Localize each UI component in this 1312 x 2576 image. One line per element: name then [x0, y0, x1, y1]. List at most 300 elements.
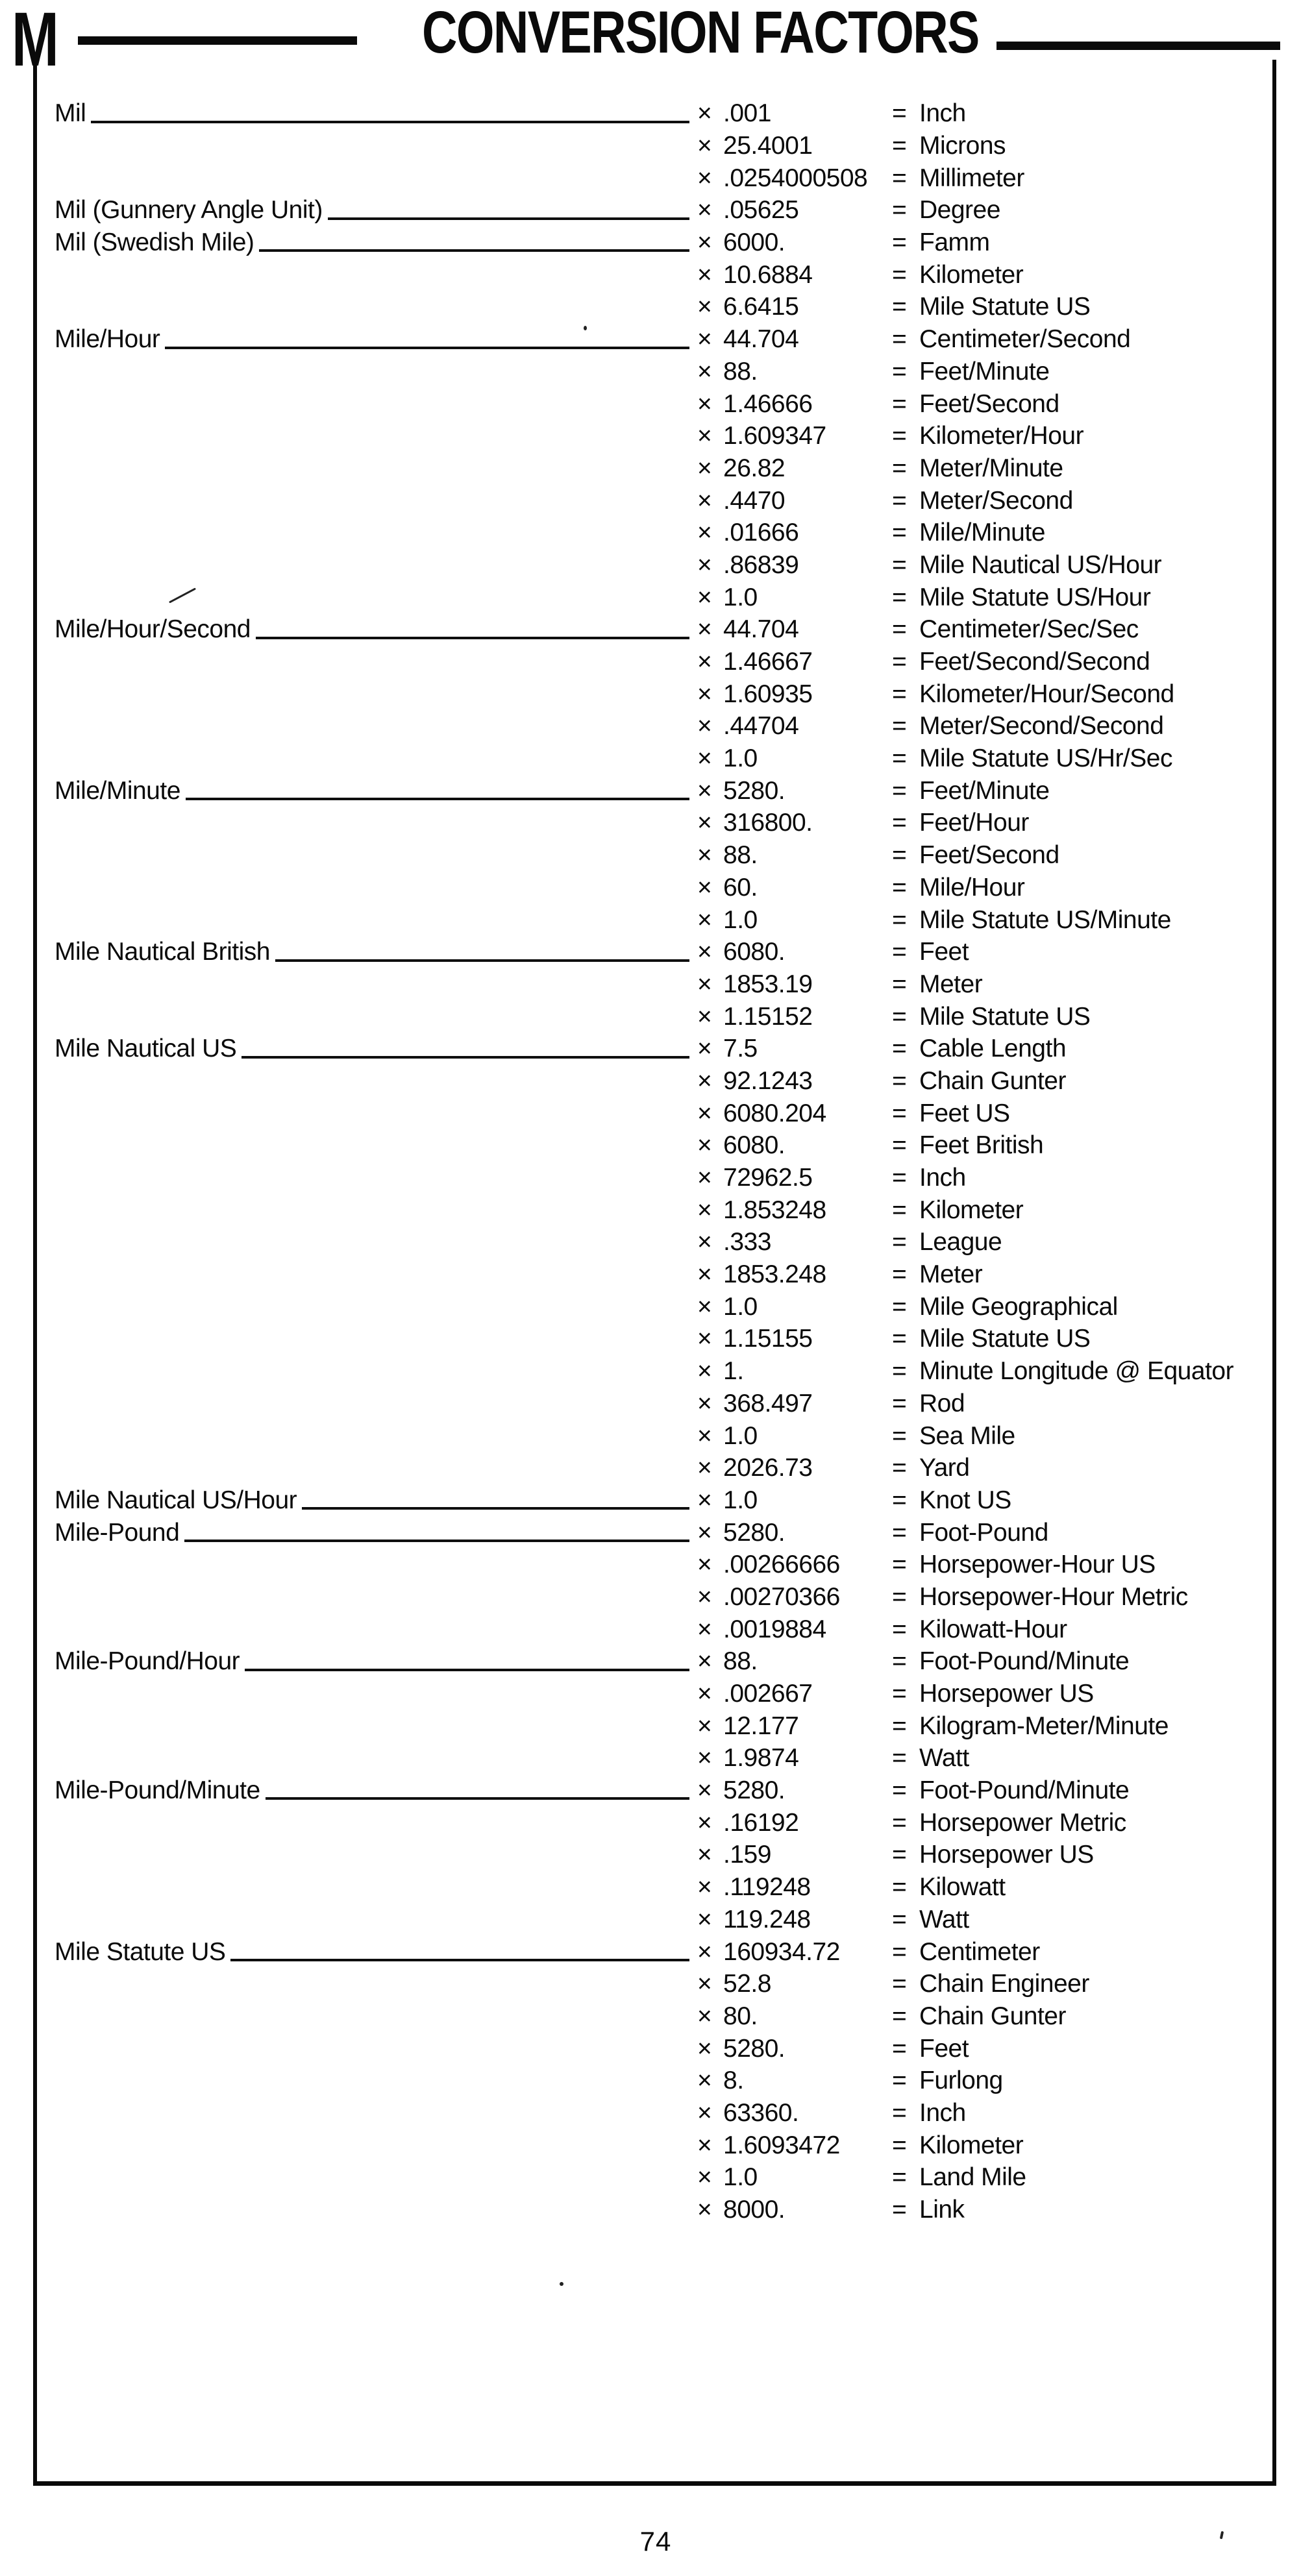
- equals-sign: =: [892, 1035, 907, 1063]
- unit-name-cell: [55, 258, 697, 291]
- unit-name-cell: [55, 1968, 697, 2000]
- factor-value: 52.8: [723, 1970, 771, 1998]
- equals-sign: =: [892, 389, 907, 418]
- factor-value: 1.0: [723, 1292, 758, 1321]
- factor-cell: [697, 326, 892, 352]
- leader-line: [275, 959, 689, 962]
- result-cell: [892, 2036, 1263, 2061]
- equals-sign: =: [892, 1164, 907, 1192]
- page-number: 74: [639, 2526, 672, 2557]
- result-cell: [892, 1262, 1263, 1287]
- unit-name-cell: [55, 2097, 697, 2129]
- equals-sign: =: [892, 809, 907, 837]
- table-row: [55, 194, 1263, 227]
- result-unit: Feet US: [919, 1099, 1010, 1127]
- factor-cell: [697, 1552, 892, 1577]
- result-cell: [892, 1584, 1263, 1610]
- multiply-sign: ×: [697, 1615, 712, 1643]
- factor-value: 88.: [723, 1647, 758, 1676]
- equals-sign: =: [892, 228, 907, 257]
- result-cell: [892, 1229, 1263, 1255]
- table-row: [55, 2161, 1263, 2194]
- unit-name-label: Mile Nautical US: [55, 1035, 237, 1063]
- factor-cell: [697, 1617, 892, 1642]
- result-unit: Meter/Second: [919, 486, 1073, 515]
- result-unit: Rod: [919, 1389, 965, 1417]
- result-unit: Famm: [919, 228, 990, 257]
- equals-sign: =: [892, 1937, 907, 1966]
- factor-cell: [697, 810, 892, 835]
- factor-cell: [697, 133, 892, 158]
- factor-cell: [697, 1197, 892, 1223]
- multiply-sign: ×: [697, 1711, 712, 1740]
- result-unit: Meter: [919, 1260, 983, 1289]
- multiply-sign: ×: [697, 712, 712, 741]
- result-cell: [892, 1391, 1263, 1416]
- multiply-sign: ×: [697, 1131, 712, 1160]
- factor-value: 1.9874: [723, 1744, 799, 1773]
- factor-cell: [697, 1229, 892, 1255]
- table-row: [55, 1968, 1263, 2000]
- multiply-sign: ×: [697, 1002, 712, 1031]
- result-unit: Furlong: [919, 2067, 1003, 2095]
- table-row: [55, 1516, 1263, 1549]
- result-cell: [892, 101, 1263, 126]
- table-row: [55, 1162, 1263, 1194]
- table-row: [55, 774, 1263, 807]
- result-cell: [892, 1068, 1263, 1094]
- factor-value: .01666: [723, 519, 799, 547]
- table-row: [55, 1355, 1263, 1388]
- factor-cell: [697, 1842, 892, 1867]
- table-row: [55, 1129, 1263, 1162]
- table-row: [55, 1484, 1263, 1517]
- factor-value: 8000.: [723, 2196, 786, 2224]
- factor-cell: [697, 842, 892, 868]
- factor-cell: [697, 488, 892, 513]
- multiply-sign: ×: [697, 1582, 712, 1611]
- table-row: [55, 968, 1263, 1001]
- factor-cell: [697, 1745, 892, 1771]
- table-row: [55, 1549, 1263, 1581]
- unit-name-cell: [55, 1806, 697, 1839]
- unit-name-cell: [55, 1097, 697, 1129]
- table-row: [55, 710, 1263, 742]
- result-unit: Kilometer/Hour: [919, 422, 1084, 450]
- multiply-sign: ×: [697, 1744, 712, 1773]
- conversion-table: [55, 97, 1263, 2226]
- result-unit: Horsepower-Hour Metric: [919, 1582, 1188, 1611]
- result-unit: Centimeter/Sec/Sec: [919, 615, 1139, 644]
- table-row: [55, 1613, 1263, 1645]
- result-cell: [892, 2197, 1263, 2222]
- result-unit: Chain Gunter: [919, 2002, 1066, 2030]
- equals-sign: =: [892, 519, 907, 547]
- result-cell: [892, 520, 1263, 545]
- multiply-sign: ×: [697, 938, 712, 966]
- multiply-sign: ×: [697, 809, 712, 837]
- result-unit: League: [919, 1228, 1002, 1257]
- result-cell: [892, 2165, 1263, 2190]
- factor-cell: [697, 197, 892, 223]
- result-unit: Cable Length: [919, 1035, 1067, 1063]
- equals-sign: =: [892, 1551, 907, 1579]
- unit-name-cell: [55, 2065, 697, 2097]
- multiply-sign: ×: [697, 550, 712, 579]
- equals-sign: =: [892, 2098, 907, 2127]
- leader-line: [186, 798, 689, 800]
- multiply-sign: ×: [697, 1647, 712, 1676]
- result-cell: [892, 1649, 1263, 1674]
- result-cell: [892, 907, 1263, 933]
- unit-name-cell: [55, 1904, 697, 1936]
- factor-value: 1853.19: [723, 970, 813, 998]
- result-unit: Foot-Pound/Minute: [919, 1776, 1130, 1805]
- table-row: [55, 581, 1263, 613]
- factor-value: 88.: [723, 357, 758, 386]
- result-unit: Feet: [919, 938, 969, 966]
- result-unit: Horsepower Metric: [919, 1808, 1126, 1837]
- factor-value: .002667: [723, 1680, 813, 1708]
- table-row: [55, 646, 1263, 678]
- table-row: [55, 452, 1263, 485]
- unit-name-cell: [55, 1581, 697, 1613]
- leader-line: [241, 1056, 689, 1059]
- unit-name-cell: [55, 452, 697, 485]
- unit-name-cell: [55, 1613, 697, 1645]
- result-cell: [892, 1326, 1263, 1351]
- table-row: [55, 1678, 1263, 1710]
- equals-sign: =: [892, 1744, 907, 1773]
- unit-name-cell: [55, 323, 697, 356]
- unit-name-cell: [55, 1129, 697, 1162]
- factor-value: .333: [723, 1228, 771, 1257]
- equals-sign: =: [892, 776, 907, 805]
- multiply-sign: ×: [697, 905, 712, 934]
- multiply-sign: ×: [697, 776, 712, 805]
- result-cell: [892, 713, 1263, 739]
- multiply-sign: ×: [697, 389, 712, 418]
- table-row: [55, 1000, 1263, 1033]
- result-cell: [892, 1778, 1263, 1803]
- table-row: [55, 2032, 1263, 2065]
- result-cell: [892, 1552, 1263, 1577]
- unit-name-label: Mile Nautical US/Hour: [55, 1486, 297, 1514]
- result-cell: [892, 1617, 1263, 1642]
- unit-name-cell: [55, 903, 697, 936]
- multiply-sign: ×: [697, 228, 712, 257]
- result-cell: [892, 585, 1263, 610]
- result-unit: Chain Gunter: [919, 1066, 1066, 1095]
- result-cell: [892, 617, 1263, 642]
- factor-value: 1.60935: [723, 680, 813, 708]
- factor-value: 1853.248: [723, 1260, 826, 1289]
- multiply-sign: ×: [697, 615, 712, 644]
- factor-value: 44.704: [723, 325, 799, 354]
- factor-value: .00266666: [723, 1551, 840, 1579]
- table-row: [55, 872, 1263, 904]
- result-unit: Sea Mile: [919, 1421, 1015, 1450]
- leader-line: [266, 1797, 689, 1800]
- factor-cell: [697, 101, 892, 126]
- result-unit: Meter: [919, 970, 983, 998]
- unit-name-cell: [55, 1065, 697, 1098]
- multiply-sign: ×: [697, 648, 712, 676]
- result-unit: Mile Nautical US/Hour: [919, 550, 1162, 579]
- result-unit: Mile Statute US/Hour: [919, 583, 1151, 611]
- factor-cell: [697, 1358, 892, 1384]
- result-unit: Watt: [919, 1905, 969, 1933]
- multiply-sign: ×: [697, 1841, 712, 1869]
- factor-value: 92.1243: [723, 1066, 813, 1095]
- scan-mark-dot: [560, 2282, 563, 2286]
- multiply-sign: ×: [697, 422, 712, 450]
- result-unit: Centimeter: [919, 1937, 1040, 1966]
- table-row: [55, 1742, 1263, 1774]
- factor-value: 2026.73: [723, 1454, 813, 1482]
- result-cell: [892, 1842, 1263, 1867]
- factor-cell: [697, 391, 892, 417]
- factor-value: 5280.: [723, 776, 786, 805]
- factor-cell: [697, 1262, 892, 1287]
- multiply-sign: ×: [697, 2163, 712, 2192]
- result-cell: [892, 1423, 1263, 1449]
- multiply-sign: ×: [697, 1486, 712, 1514]
- factor-cell: [697, 1939, 892, 1965]
- factor-cell: [697, 1294, 892, 1319]
- result-unit: Mile Statute US: [919, 1002, 1091, 1031]
- factor-value: 1.46667: [723, 648, 813, 676]
- factor-cell: [697, 1713, 892, 1739]
- table-row: [55, 356, 1263, 388]
- result-unit: Feet/Second: [919, 389, 1059, 418]
- equals-sign: =: [892, 970, 907, 998]
- leader-line: [230, 1959, 689, 1961]
- unit-name-cell: [55, 227, 697, 259]
- result-cell: [892, 294, 1263, 319]
- equals-sign: =: [892, 2131, 907, 2159]
- multiply-sign: ×: [697, 1099, 712, 1127]
- factor-cell: [697, 2004, 892, 2029]
- multiply-sign: ×: [697, 1421, 712, 1450]
- factor-value: .0254000508: [723, 164, 868, 192]
- table-row: [55, 1452, 1263, 1484]
- factor-cell: [697, 1874, 892, 1900]
- result-unit: Kilowatt: [919, 1873, 1006, 1902]
- multiply-sign: ×: [697, 873, 712, 902]
- equals-sign: =: [892, 132, 907, 160]
- multiply-sign: ×: [697, 1066, 712, 1095]
- factor-cell: [697, 2133, 892, 2158]
- equals-sign: =: [892, 873, 907, 902]
- result-cell: [892, 2068, 1263, 2093]
- result-unit: Kilogram-Meter/Minute: [919, 1711, 1169, 1740]
- result-cell: [892, 359, 1263, 384]
- unit-name-cell: [55, 291, 697, 323]
- result-unit: Kilowatt-Hour: [919, 1615, 1067, 1643]
- factor-value: .4470: [723, 486, 786, 515]
- multiply-sign: ×: [697, 293, 712, 321]
- result-unit: Feet/Second/Second: [919, 648, 1150, 676]
- result-unit: Mile/Hour: [919, 873, 1025, 902]
- result-cell: [892, 681, 1263, 707]
- factor-cell: [697, 1036, 892, 1061]
- unit-name-cell: [55, 1742, 697, 1774]
- result-unit: Horsepower US: [919, 1680, 1094, 1708]
- factor-value: .159: [723, 1841, 771, 1869]
- factor-cell: [697, 2165, 892, 2190]
- table-row: [55, 1226, 1263, 1258]
- result-unit: Mile Geographical: [919, 1292, 1118, 1321]
- result-cell: [892, 1133, 1263, 1158]
- table-row: [55, 517, 1263, 549]
- multiply-sign: ×: [697, 2034, 712, 2063]
- equals-sign: =: [892, 1421, 907, 1450]
- multiply-sign: ×: [697, 1035, 712, 1063]
- factor-cell: [697, 2197, 892, 2222]
- table-row: [55, 387, 1263, 420]
- unit-name-cell: [55, 872, 697, 904]
- table-row: [55, 484, 1263, 517]
- leader-line: [256, 637, 689, 639]
- factor-cell: [697, 1133, 892, 1158]
- unit-name-label: Mile Nautical British: [55, 938, 270, 966]
- unit-name-cell: [55, 1935, 697, 1968]
- table-row: [55, 1290, 1263, 1323]
- factor-cell: [697, 166, 892, 191]
- unit-name-label: Mile/Hour/Second: [55, 615, 251, 644]
- factor-cell: [697, 230, 892, 255]
- unit-name-label: Mile-Pound/Hour: [55, 1647, 240, 1676]
- factor-value: .86839: [723, 550, 799, 579]
- equals-sign: =: [892, 1711, 907, 1740]
- factor-cell: [697, 1778, 892, 1803]
- unit-name-cell: [55, 2129, 697, 2161]
- result-unit: Feet British: [919, 1131, 1044, 1160]
- factor-cell: [697, 1423, 892, 1449]
- equals-sign: =: [892, 1325, 907, 1353]
- factor-cell: [697, 1101, 892, 1126]
- result-unit: Land Mile: [919, 2163, 1026, 2192]
- leader-line: [328, 217, 689, 220]
- factor-cell: [697, 1068, 892, 1094]
- equals-sign: =: [892, 1873, 907, 1902]
- multiply-sign: ×: [697, 680, 712, 708]
- equals-sign: =: [892, 1615, 907, 1643]
- factor-value: 119.248: [723, 1905, 811, 1933]
- unit-name-cell: [55, 1678, 697, 1710]
- section-letter: M: [12, 0, 57, 82]
- table-row: [55, 742, 1263, 775]
- multiply-sign: ×: [697, 1905, 712, 1933]
- equals-sign: =: [892, 583, 907, 611]
- factor-value: 5280.: [723, 2034, 786, 2063]
- factor-value: 6080.: [723, 1131, 786, 1160]
- result-cell: [892, 1197, 1263, 1223]
- table-row: [55, 839, 1263, 872]
- factor-cell: [697, 456, 892, 481]
- factor-cell: [697, 1488, 892, 1513]
- table-row: [55, 1388, 1263, 1420]
- multiply-sign: ×: [697, 744, 712, 773]
- factor-value: 1.0: [723, 744, 758, 773]
- unit-name-cell: [55, 1290, 697, 1323]
- factor-cell: [697, 972, 892, 997]
- unit-name-label: Mile/Minute: [55, 776, 180, 805]
- equals-sign: =: [892, 196, 907, 225]
- factor-cell: [697, 1165, 892, 1190]
- factor-cell: [697, 262, 892, 288]
- result-unit: Kilometer: [919, 2131, 1024, 2159]
- factor-cell: [697, 1326, 892, 1351]
- factor-cell: [697, 1391, 892, 1416]
- result-cell: [892, 1713, 1263, 1739]
- unit-name-cell: [55, 839, 697, 872]
- result-cell: [892, 1681, 1263, 1706]
- factor-cell: [697, 359, 892, 384]
- equals-sign: =: [892, 1647, 907, 1676]
- unit-name-cell: [55, 484, 697, 517]
- multiply-sign: ×: [697, 164, 712, 192]
- result-cell: [892, 1101, 1263, 1126]
- multiply-sign: ×: [697, 1325, 712, 1353]
- result-cell: [892, 1358, 1263, 1384]
- unit-name-cell: [55, 517, 697, 549]
- multiply-sign: ×: [697, 1970, 712, 1998]
- result-cell: [892, 939, 1263, 964]
- table-row: [55, 807, 1263, 839]
- result-cell: [892, 1488, 1263, 1513]
- result-cell: [892, 326, 1263, 352]
- equals-sign: =: [892, 1099, 907, 1127]
- equals-sign: =: [892, 1260, 907, 1289]
- result-cell: [892, 2004, 1263, 2029]
- unit-name-cell: [55, 807, 697, 839]
- multiply-sign: ×: [697, 1454, 712, 1482]
- factor-value: 1.853248: [723, 1196, 826, 1224]
- multiply-sign: ×: [697, 2196, 712, 2224]
- factor-cell: [697, 746, 892, 771]
- unit-name-cell: [55, 710, 697, 742]
- result-cell: [892, 456, 1263, 481]
- equals-sign: =: [892, 744, 907, 773]
- factor-value: 1.15152: [723, 1002, 813, 1031]
- factor-value: 5280.: [723, 1518, 786, 1547]
- multiply-sign: ×: [697, 583, 712, 611]
- result-unit: Link: [919, 2196, 965, 2224]
- equals-sign: =: [892, 2163, 907, 2192]
- result-cell: [892, 1745, 1263, 1771]
- equals-sign: =: [892, 486, 907, 515]
- table-row: [55, 1774, 1263, 1807]
- unit-name-cell: [55, 1452, 697, 1484]
- factor-value: 1.0: [723, 1421, 758, 1450]
- unit-name-cell: [55, 1710, 697, 1742]
- unit-name-cell: [55, 936, 697, 968]
- factor-value: .16192: [723, 1808, 799, 1837]
- factor-cell: [697, 939, 892, 964]
- multiply-sign: ×: [697, 1196, 712, 1224]
- result-cell: [892, 842, 1263, 868]
- multiply-sign: ×: [697, 1776, 712, 1805]
- table-row: [55, 1258, 1263, 1291]
- factor-cell: [697, 585, 892, 610]
- equals-sign: =: [892, 905, 907, 934]
- result-unit: Feet: [919, 2034, 969, 2063]
- result-unit: Mile Statute US: [919, 293, 1091, 321]
- factor-cell: [697, 1455, 892, 1480]
- result-unit: Degree: [919, 196, 1000, 225]
